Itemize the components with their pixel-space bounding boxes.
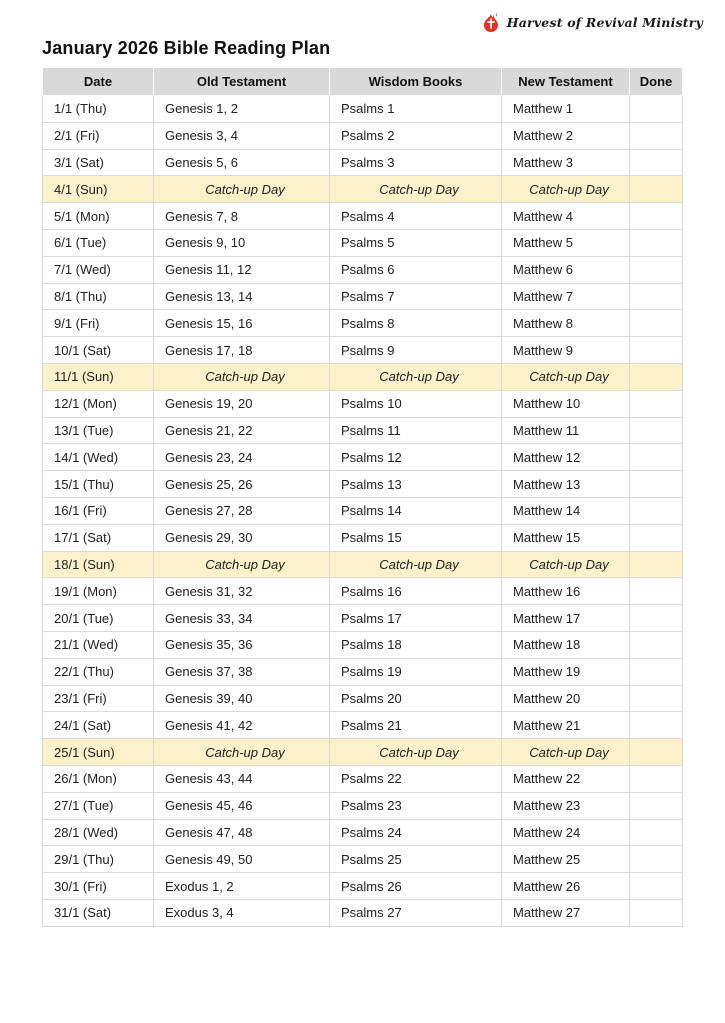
reading-day-row [43, 229, 683, 256]
wisdom-books-cell: Catch-up Day [330, 551, 502, 578]
old-testament-cell: Genesis 49, 50 [154, 846, 330, 873]
old-testament-cell: Genesis 5, 6 [154, 149, 330, 176]
old-testament-cell: Genesis 47, 48 [154, 819, 330, 846]
wisdom-books-cell: Psalms 21 [330, 712, 502, 739]
done-cell [630, 551, 683, 578]
new-testament-cell: Catch-up Day [502, 551, 630, 578]
wisdom-books-cell: Psalms 1 [330, 96, 502, 123]
done-cell [630, 176, 683, 203]
old-testament-cell: Genesis 27, 28 [154, 497, 330, 524]
reading-day-row [43, 149, 683, 176]
done-cell [630, 819, 683, 846]
wisdom-books-cell: Psalms 17 [330, 605, 502, 632]
date-cell: 30/1 (Fri) [43, 873, 154, 900]
done-cell [630, 390, 683, 417]
date-cell: 11/1 (Sun) [43, 363, 154, 390]
date-cell: 29/1 (Thu) [43, 846, 154, 873]
done-cell [630, 846, 683, 873]
catchup-day-row [43, 739, 683, 766]
old-testament-cell: Genesis 31, 32 [154, 578, 330, 605]
reading-day-row [43, 310, 683, 337]
date-cell: 19/1 (Mon) [43, 578, 154, 605]
old-testament-cell: Catch-up Day [154, 551, 330, 578]
date-cell: 3/1 (Sat) [43, 149, 154, 176]
old-testament-cell: Catch-up Day [154, 363, 330, 390]
old-testament-cell: Genesis 45, 46 [154, 792, 330, 819]
wisdom-books-cell: Psalms 13 [330, 471, 502, 498]
wisdom-books-cell: Catch-up Day [330, 739, 502, 766]
date-cell: 15/1 (Thu) [43, 471, 154, 498]
done-cell [630, 497, 683, 524]
date-cell: 5/1 (Mon) [43, 203, 154, 230]
page-title: January 2026 Bible Reading Plan [42, 38, 331, 58]
old-testament-cell: Genesis 19, 20 [154, 390, 330, 417]
wisdom-books-cell: Psalms 18 [330, 631, 502, 658]
reading-day-row [43, 203, 683, 230]
date-cell: 16/1 (Fri) [43, 497, 154, 524]
reading-day-row [43, 631, 683, 658]
done-cell [630, 739, 683, 766]
done-cell [630, 712, 683, 739]
old-testament-cell: Genesis 39, 40 [154, 685, 330, 712]
wisdom-books-cell: Psalms 4 [330, 203, 502, 230]
new-testament-cell: Matthew 12 [502, 444, 630, 471]
reading-day-row [43, 712, 683, 739]
reading-day-row [43, 390, 683, 417]
old-testament-cell: Genesis 17, 18 [154, 337, 330, 364]
done-cell [630, 899, 683, 926]
date-cell: 4/1 (Sun) [43, 176, 154, 203]
new-testament-cell: Matthew 15 [502, 524, 630, 551]
new-testament-cell: Matthew 21 [502, 712, 630, 739]
wisdom-books-cell: Catch-up Day [330, 176, 502, 203]
reading-table-body [43, 96, 683, 927]
date-cell: 6/1 (Tue) [43, 229, 154, 256]
date-cell: 25/1 (Sun) [43, 739, 154, 766]
wisdom-books-cell: Psalms 16 [330, 578, 502, 605]
done-cell [630, 363, 683, 390]
wisdom-books-cell: Psalms 20 [330, 685, 502, 712]
date-cell: 10/1 (Sat) [43, 337, 154, 364]
ministry-logo [482, 11, 703, 33]
done-cell [630, 631, 683, 658]
done-cell [630, 765, 683, 792]
reading-day-row [43, 417, 683, 444]
done-cell [630, 524, 683, 551]
reading-plan-table [42, 67, 683, 927]
catchup-day-row [43, 551, 683, 578]
date-cell: 9/1 (Fri) [43, 310, 154, 337]
done-cell [630, 337, 683, 364]
new-testament-cell: Matthew 11 [502, 417, 630, 444]
reading-day-row [43, 792, 683, 819]
column-header-date: Date [43, 68, 154, 96]
done-cell [630, 203, 683, 230]
old-testament-cell: Genesis 25, 26 [154, 471, 330, 498]
new-testament-cell: Matthew 25 [502, 846, 630, 873]
reading-day-row [43, 524, 683, 551]
new-testament-cell: Matthew 17 [502, 605, 630, 632]
column-header-new-testament: New Testament [502, 68, 630, 96]
old-testament-cell: Genesis 43, 44 [154, 765, 330, 792]
date-cell: 17/1 (Sat) [43, 524, 154, 551]
wisdom-books-cell: Psalms 19 [330, 658, 502, 685]
done-cell [630, 122, 683, 149]
reading-day-row [43, 899, 683, 926]
done-cell [630, 310, 683, 337]
reading-day-row [43, 471, 683, 498]
old-testament-cell: Genesis 35, 36 [154, 631, 330, 658]
wisdom-books-cell: Psalms 14 [330, 497, 502, 524]
new-testament-cell: Catch-up Day [502, 363, 630, 390]
new-testament-cell: Matthew 27 [502, 899, 630, 926]
done-cell [630, 256, 683, 283]
wisdom-books-cell: Psalms 8 [330, 310, 502, 337]
column-header-wisdom-books: Wisdom Books [330, 68, 502, 96]
date-cell: 20/1 (Tue) [43, 605, 154, 632]
reading-day-row [43, 337, 683, 364]
flame-cross-icon [482, 11, 500, 33]
date-cell: 23/1 (Fri) [43, 685, 154, 712]
old-testament-cell: Catch-up Day [154, 739, 330, 766]
reading-day-row [43, 578, 683, 605]
wisdom-books-cell: Psalms 24 [330, 819, 502, 846]
date-cell: 13/1 (Tue) [43, 417, 154, 444]
old-testament-cell: Genesis 7, 8 [154, 203, 330, 230]
column-header-old-testament: Old Testament [154, 68, 330, 96]
logo-text: Harvest of Revival Ministry [506, 14, 703, 30]
wisdom-books-cell: Psalms 10 [330, 390, 502, 417]
wisdom-books-cell: Psalms 7 [330, 283, 502, 310]
date-cell: 26/1 (Mon) [43, 765, 154, 792]
wisdom-books-cell: Psalms 12 [330, 444, 502, 471]
new-testament-cell: Matthew 18 [502, 631, 630, 658]
date-cell: 22/1 (Thu) [43, 658, 154, 685]
new-testament-cell: Matthew 14 [502, 497, 630, 524]
old-testament-cell: Exodus 1, 2 [154, 873, 330, 900]
table-header-row [43, 68, 683, 96]
catchup-day-row [43, 176, 683, 203]
old-testament-cell: Genesis 21, 22 [154, 417, 330, 444]
old-testament-cell: Genesis 23, 24 [154, 444, 330, 471]
column-header-done: Done [630, 68, 683, 96]
reading-day-row [43, 283, 683, 310]
new-testament-cell: Matthew 19 [502, 658, 630, 685]
date-cell: 28/1 (Wed) [43, 819, 154, 846]
catchup-day-row [43, 363, 683, 390]
reading-day-row [43, 96, 683, 123]
old-testament-cell: Catch-up Day [154, 176, 330, 203]
done-cell [630, 444, 683, 471]
date-cell: 31/1 (Sat) [43, 899, 154, 926]
new-testament-cell: Matthew 5 [502, 229, 630, 256]
done-cell [630, 792, 683, 819]
done-cell [630, 149, 683, 176]
old-testament-cell: Genesis 37, 38 [154, 658, 330, 685]
old-testament-cell: Genesis 9, 10 [154, 229, 330, 256]
new-testament-cell: Matthew 2 [502, 122, 630, 149]
new-testament-cell: Matthew 6 [502, 256, 630, 283]
new-testament-cell: Matthew 23 [502, 792, 630, 819]
new-testament-cell: Matthew 8 [502, 310, 630, 337]
old-testament-cell: Genesis 11, 12 [154, 256, 330, 283]
new-testament-cell: Matthew 20 [502, 685, 630, 712]
date-cell: 27/1 (Tue) [43, 792, 154, 819]
reading-day-row [43, 685, 683, 712]
wisdom-books-cell: Psalms 6 [330, 256, 502, 283]
done-cell [630, 658, 683, 685]
done-cell [630, 873, 683, 900]
new-testament-cell: Matthew 16 [502, 578, 630, 605]
done-cell [630, 578, 683, 605]
date-cell: 14/1 (Wed) [43, 444, 154, 471]
date-cell: 2/1 (Fri) [43, 122, 154, 149]
date-cell: 21/1 (Wed) [43, 631, 154, 658]
done-cell [630, 96, 683, 123]
new-testament-cell: Matthew 26 [502, 873, 630, 900]
done-cell [630, 471, 683, 498]
reading-day-row [43, 497, 683, 524]
new-testament-cell: Matthew 22 [502, 765, 630, 792]
wisdom-books-cell: Psalms 22 [330, 765, 502, 792]
old-testament-cell: Genesis 41, 42 [154, 712, 330, 739]
reading-day-row [43, 873, 683, 900]
wisdom-books-cell: Psalms 26 [330, 873, 502, 900]
reading-day-row [43, 122, 683, 149]
old-testament-cell: Genesis 1, 2 [154, 96, 330, 123]
old-testament-cell: Genesis 29, 30 [154, 524, 330, 551]
wisdom-books-cell: Psalms 11 [330, 417, 502, 444]
new-testament-cell: Matthew 24 [502, 819, 630, 846]
wisdom-books-cell: Psalms 25 [330, 846, 502, 873]
date-cell: 1/1 (Thu) [43, 96, 154, 123]
wisdom-books-cell: Psalms 2 [330, 122, 502, 149]
reading-day-row [43, 819, 683, 846]
reading-day-row [43, 256, 683, 283]
done-cell [630, 229, 683, 256]
date-cell: 18/1 (Sun) [43, 551, 154, 578]
new-testament-cell: Matthew 10 [502, 390, 630, 417]
new-testament-cell: Catch-up Day [502, 739, 630, 766]
done-cell [630, 417, 683, 444]
wisdom-books-cell: Psalms 23 [330, 792, 502, 819]
date-cell: 12/1 (Mon) [43, 390, 154, 417]
old-testament-cell: Genesis 33, 34 [154, 605, 330, 632]
new-testament-cell: Matthew 9 [502, 337, 630, 364]
reading-day-row [43, 605, 683, 632]
old-testament-cell: Genesis 13, 14 [154, 283, 330, 310]
old-testament-cell: Genesis 15, 16 [154, 310, 330, 337]
date-cell: 24/1 (Sat) [43, 712, 154, 739]
new-testament-cell: Matthew 3 [502, 149, 630, 176]
wisdom-books-cell: Psalms 9 [330, 337, 502, 364]
date-cell: 8/1 (Thu) [43, 283, 154, 310]
old-testament-cell: Genesis 3, 4 [154, 122, 330, 149]
new-testament-cell: Matthew 13 [502, 471, 630, 498]
reading-day-row [43, 444, 683, 471]
reading-day-row [43, 846, 683, 873]
reading-day-row [43, 765, 683, 792]
date-cell: 7/1 (Wed) [43, 256, 154, 283]
new-testament-cell: Matthew 4 [502, 203, 630, 230]
wisdom-books-cell: Psalms 3 [330, 149, 502, 176]
new-testament-cell: Catch-up Day [502, 176, 630, 203]
done-cell [630, 283, 683, 310]
new-testament-cell: Matthew 7 [502, 283, 630, 310]
done-cell [630, 605, 683, 632]
wisdom-books-cell: Catch-up Day [330, 363, 502, 390]
wisdom-books-cell: Psalms 15 [330, 524, 502, 551]
reading-day-row [43, 658, 683, 685]
old-testament-cell: Exodus 3, 4 [154, 899, 330, 926]
wisdom-books-cell: Psalms 5 [330, 229, 502, 256]
done-cell [630, 685, 683, 712]
new-testament-cell: Matthew 1 [502, 96, 630, 123]
wisdom-books-cell: Psalms 27 [330, 899, 502, 926]
